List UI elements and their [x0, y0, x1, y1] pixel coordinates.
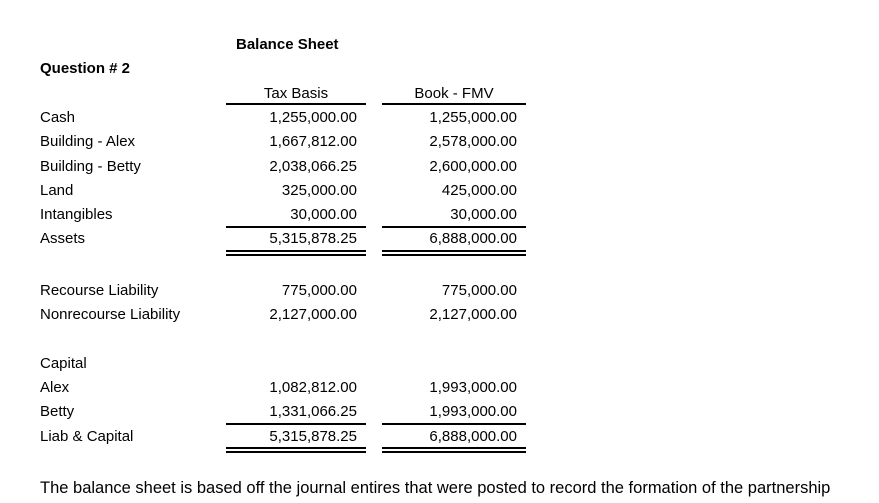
header-underline [226, 103, 366, 105]
book-value: 2,578,000.00 [429, 133, 517, 150]
tax-value: 2,127,000.00 [269, 306, 357, 323]
header-underline [382, 103, 526, 105]
double-underline [226, 250, 366, 256]
double-underline [382, 250, 526, 256]
row-label: Nonrecourse Liability [40, 306, 181, 323]
row-label: Cash [40, 109, 76, 126]
double-underline [382, 447, 526, 453]
book-value: 30,000.00 [450, 206, 517, 223]
total-label: Assets [40, 230, 86, 247]
tax-total: 5,315,878.25 [269, 428, 357, 445]
subtotal-line [382, 423, 526, 425]
subtotal-line [226, 423, 366, 425]
book-value: 425,000.00 [441, 182, 517, 199]
row-label: Betty [40, 403, 75, 420]
double-underline [226, 447, 366, 453]
column-header-book-fmv: Book - FMV [414, 85, 494, 102]
question-label: Question # 2 [40, 60, 131, 77]
book-value: 1,255,000.00 [429, 109, 517, 126]
column-header-tax-basis: Tax Basis [263, 85, 329, 102]
tax-value: 1,082,812.00 [269, 379, 357, 396]
row-label: Recourse Liability [40, 282, 159, 299]
book-value: 2,127,000.00 [429, 306, 517, 323]
row-label: Intangibles [40, 206, 113, 223]
tax-value: 1,255,000.00 [269, 109, 357, 126]
book-value: 2,600,000.00 [429, 158, 517, 175]
capital-heading: Capital [40, 355, 87, 372]
subtotal-line [226, 226, 366, 228]
subtotal-line [382, 226, 526, 228]
tax-value: 30,000.00 [290, 206, 357, 223]
page-title: Balance Sheet [236, 36, 339, 53]
footnote: The balance sheet is based off the journal entires that were posted to record the formation of the partnership [40, 479, 831, 497]
tax-value: 2,038,066.25 [269, 158, 357, 175]
row-label: Land [40, 182, 74, 199]
tax-value: 1,331,066.25 [269, 403, 357, 420]
book-total: 6,888,000.00 [429, 428, 517, 445]
book-value: 1,993,000.00 [429, 403, 517, 420]
book-value: 775,000.00 [441, 282, 517, 299]
row-label: Building - Alex [40, 133, 136, 150]
row-label: Building - Betty [40, 158, 141, 175]
total-label: Liab & Capital [40, 428, 134, 445]
book-value: 1,993,000.00 [429, 379, 517, 396]
tax-value: 1,667,812.00 [269, 133, 357, 150]
tax-value: 325,000.00 [281, 182, 357, 199]
tax-total: 5,315,878.25 [269, 230, 357, 247]
row-label: Alex [40, 379, 70, 396]
tax-value: 775,000.00 [281, 282, 357, 299]
book-total: 6,888,000.00 [429, 230, 517, 247]
